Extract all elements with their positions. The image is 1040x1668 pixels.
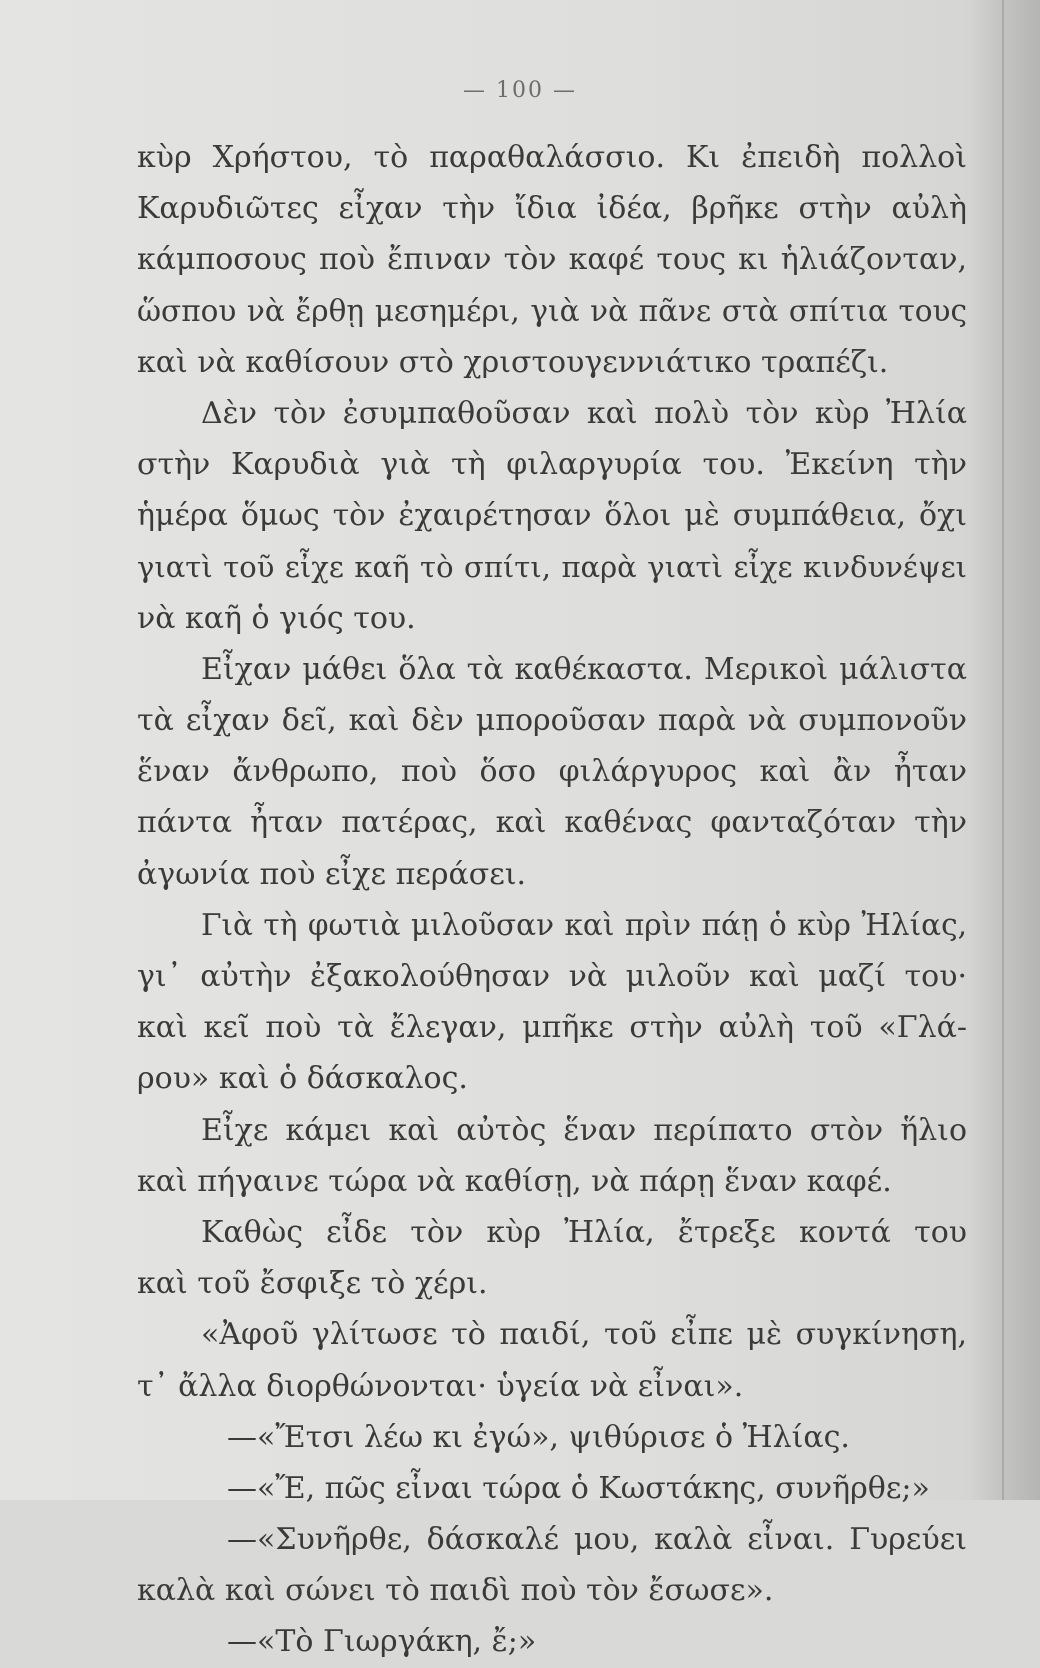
text-line: καὶ κεῖ ποὺ τὰ ἔλεγαν, μπῆκε στὴν αὐλὴ τοῦ «Γλά- — [137, 1010, 967, 1046]
text-line: ὥσπου νὰ ἔρθῃ μεσημέρι, γιὰ νὰ πᾶνε στὰ σπίτια τους — [137, 293, 967, 328]
text-line: Καρυδιῶτες εἶχαν τὴν ἴδια ἰδέα, βρῆκε στὴν αὐλὴ — [137, 191, 967, 227]
spine-fold-line — [1002, 0, 1004, 1500]
text-line: τ᾿ ἄλλα διορθώνονται· ὑγεία νὰ εἶναι». — [137, 1368, 744, 1404]
dialogue-line: —«Συνῆρθε, δάσκαλέ μου, καλὰ εἶναι. Γυρεύει — [227, 1522, 967, 1558]
dialogue-line: —«Ἔτσι λέω κι ἐγώ», ψιθύρισε ὁ Ἠλίας. — [227, 1419, 850, 1455]
text-line: ἀγωνία ποὺ εἶχε περάσει. — [137, 856, 527, 892]
text-line: κὺρ Χρήστου, τὸ παραθαλάσσιο. Κι ἐπειδὴ πολλοὶ — [137, 140, 967, 175]
text-line: στὴν Καρυδιὰ γιὰ τὴ φιλαργυρία του. Ἐκείνη τὴν — [137, 447, 967, 483]
text-line: γι᾿ αὐτὴν ἐξακολούθησαν νὰ μιλοῦν καὶ μαζί του· — [137, 959, 967, 994]
spine-shadow — [970, 0, 1040, 1500]
dialogue-line: —«Τὸ Γιωργάκη, ἔ;» — [227, 1624, 537, 1660]
text-line: Γιὰ τὴ φωτιὰ μιλοῦσαν καὶ πρὶν πάῃ ὁ κὺρ Ἠλίας, — [201, 907, 967, 942]
text-line: καὶ νὰ καθίσουν στὸ χριστουγεννιάτικο τραπέζι. — [137, 344, 889, 380]
text-line: ἕναν ἄνθρωπο, ποὺ ὅσο φιλάργυρος καὶ ἂν ἦταν — [137, 754, 967, 790]
text-line: «Ἀφοῦ γλίτωσε τὸ παιδί, τοῦ εἶπε μὲ συγκίνηση, — [201, 1317, 967, 1353]
text-line: τὰ εἶχαν δεῖ, καὶ δὲν μποροῦσαν παρὰ νὰ συμπονοῦν — [137, 703, 967, 739]
text-line: πάντα ἦταν πατέρας, καὶ καθένας φανταζόταν τὴν — [137, 805, 967, 841]
dialogue-line: —«Ἔ, πῶς εἶναι τώρα ὁ Κωστάκης, συνῆρθε;» — [227, 1470, 930, 1506]
page-number: — 100 — — [463, 78, 577, 103]
text-line: νὰ καῆ ὁ γιός του. — [137, 600, 416, 636]
text-line: Δὲν τὸν ἐσυμπαθοῦσαν καὶ πολὺ τὸν κὺρ Ἠλία — [201, 395, 967, 431]
text-line: Εἶχε κάμει καὶ αὐτὸς ἕναν περίπατο στὸν ἥλιο — [201, 1112, 967, 1148]
text-line: γιατὶ τοῦ εἶχε καῆ τὸ σπίτι, παρὰ γιατὶ εἶχε κινδυνέψει — [137, 549, 967, 584]
text-line: καὶ πήγαινε τώρα νὰ καθίσῃ, νὰ πάρῃ ἕναν καφέ. — [137, 1163, 892, 1199]
text-line: ρου» καὶ ὁ δάσκαλος. — [137, 1061, 468, 1097]
text-line: καὶ τοῦ ἔσφιξε τὸ χέρι. — [137, 1266, 488, 1302]
text-line: ἡμέρα ὅμως τὸν ἐχαιρέτησαν ὅλοι μὲ συμπάθεια, ὄχι — [137, 498, 967, 534]
text-line: Καθὼς εἶδε τὸν κὺρ Ἠλία, ἔτρεξε κοντά του — [201, 1214, 967, 1250]
body-text — [137, 132, 967, 1668]
text-line: Εἶχαν μάθει ὅλα τὰ καθέκαστα. Μερικοὶ μάλιστα — [201, 651, 967, 687]
text-line: κάμποσους ποὺ ἔπιναν τὸν καφέ τους κι ἡλιάζονταν, — [137, 242, 967, 278]
text-line: καλὰ καὶ σώνει τὸ παιδὶ ποὺ τὸν ἔσωσε». — [137, 1573, 774, 1609]
